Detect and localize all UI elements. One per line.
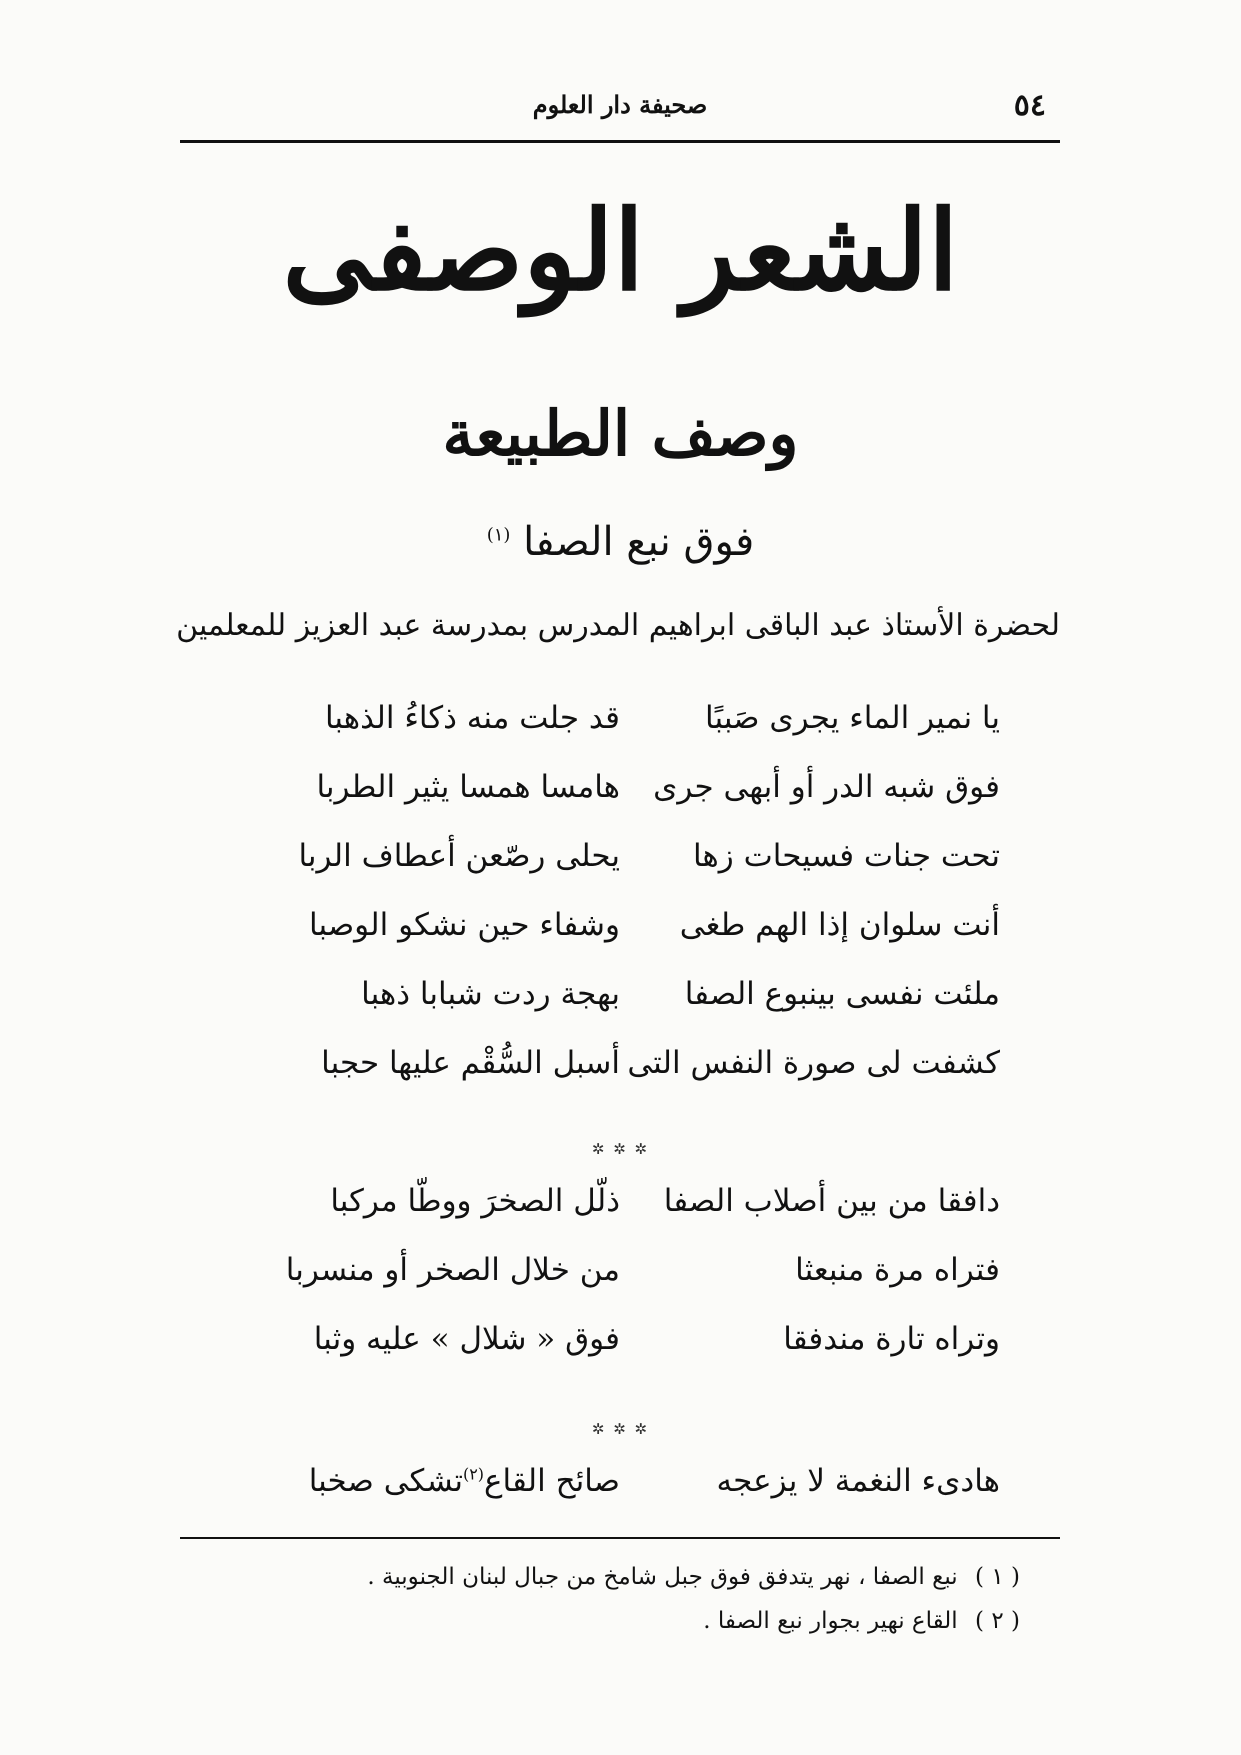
verse-first-half: تحت جنات فسيحات زها <box>692 838 1000 874</box>
footnote <box>260 1555 1020 1599</box>
verse <box>240 1045 1000 1114</box>
verse <box>240 1183 1000 1252</box>
verse-first-half: وتراه تارة مندفقا <box>783 1321 1000 1357</box>
page-header <box>180 88 1060 128</box>
verse-second-half-end: تشكى صخبا <box>308 1463 463 1499</box>
verse <box>240 700 1000 769</box>
main-title: الشعر الوصفى <box>282 186 959 315</box>
footnotes <box>260 1555 1020 1643</box>
footnote-text: نبع الصفا ، نهر يتدفق فوق جبل شامخ من جبال لبنان الجنوبية . <box>367 1564 958 1590</box>
stanza <box>240 700 1000 1114</box>
footnote-text: القاع نهير بجوار نبع الصفا . <box>703 1608 958 1634</box>
verse <box>240 1321 1000 1390</box>
verse-first-half: كشفت لى صورة النفس التى <box>627 1045 1000 1081</box>
author-line: لحضرة الأستاذ عبد الباقى ابراهيم المدرس بمدرسة عبد العزيز للمعلمين <box>176 608 1060 643</box>
verse-second-half: يحلى رصّعن أعطاف الربا <box>298 838 620 874</box>
verse-second-half: أسبل السُّقْم عليها حجبا <box>321 1045 620 1081</box>
verse <box>240 976 1000 1045</box>
verse <box>240 907 1000 976</box>
verse-first-half: فتراه مرة منبعثا <box>795 1252 1000 1288</box>
stanza-separator: ✲ ✲ ✲ <box>591 1420 650 1438</box>
footnote-number: ( ٢ ) <box>975 1608 1020 1634</box>
verse <box>240 1463 1000 1532</box>
section-title: وصف الطبيعة <box>442 397 799 470</box>
verse-second-half-start: صائح القاع <box>484 1463 620 1499</box>
verse-second-half <box>240 1463 620 1499</box>
verse-first-half: ملئت نفسى بينبوع الصفا <box>684 976 1000 1012</box>
verse-first-half: هادىء النغمة لا يزعجه <box>716 1463 1000 1499</box>
stanza <box>240 1463 1000 1532</box>
verse-first-half: دافقا من بين أصلاب الصفا <box>663 1183 1000 1219</box>
verse-second-half: ذلّل الصخرَ ووطّا مركبا <box>330 1183 620 1219</box>
verse-second-half: بهجة ردت شبابا ذهبا <box>361 976 620 1012</box>
poem-title <box>0 520 1241 564</box>
stanza <box>240 1183 1000 1390</box>
footnote <box>260 1599 1020 1643</box>
poem-title-text: فوق نبع الصفا <box>523 519 755 565</box>
verse-first-half: يا نمير الماء يجرى صَببًا <box>705 700 1000 736</box>
verse-second-half: قد جلت منه ذكاءُ الذهبا <box>324 700 620 736</box>
footnote-marker: (١) <box>486 524 511 546</box>
verse-first-half: فوق شبه الدر أو أبهى جرى <box>653 769 1000 805</box>
verse-second-half: من خلال الصخر أو منسربا <box>285 1252 620 1288</box>
footnote-divider <box>180 1537 1060 1539</box>
verse-second-half: وشفاء حين نشكو الوصبا <box>309 907 620 943</box>
verse-first-half: أنت سلوان إذا الهم طغى <box>679 907 1000 943</box>
verse <box>240 838 1000 907</box>
page-number: ٥٤ <box>1013 88 1046 123</box>
footnote-marker: (٢) <box>462 1464 485 1484</box>
verse-second-half: فوق « شلال » عليه وثبا <box>313 1321 620 1357</box>
stanza-separator: ✲ ✲ ✲ <box>591 1140 650 1158</box>
verse-second-half: هامسا همسا يثير الطربا <box>316 769 620 805</box>
header-divider <box>180 140 1060 143</box>
journal-name: صحيفة دار العلوم <box>532 90 708 119</box>
footnote-number: ( ١ ) <box>975 1564 1020 1590</box>
verse <box>240 1252 1000 1321</box>
verse <box>240 769 1000 838</box>
